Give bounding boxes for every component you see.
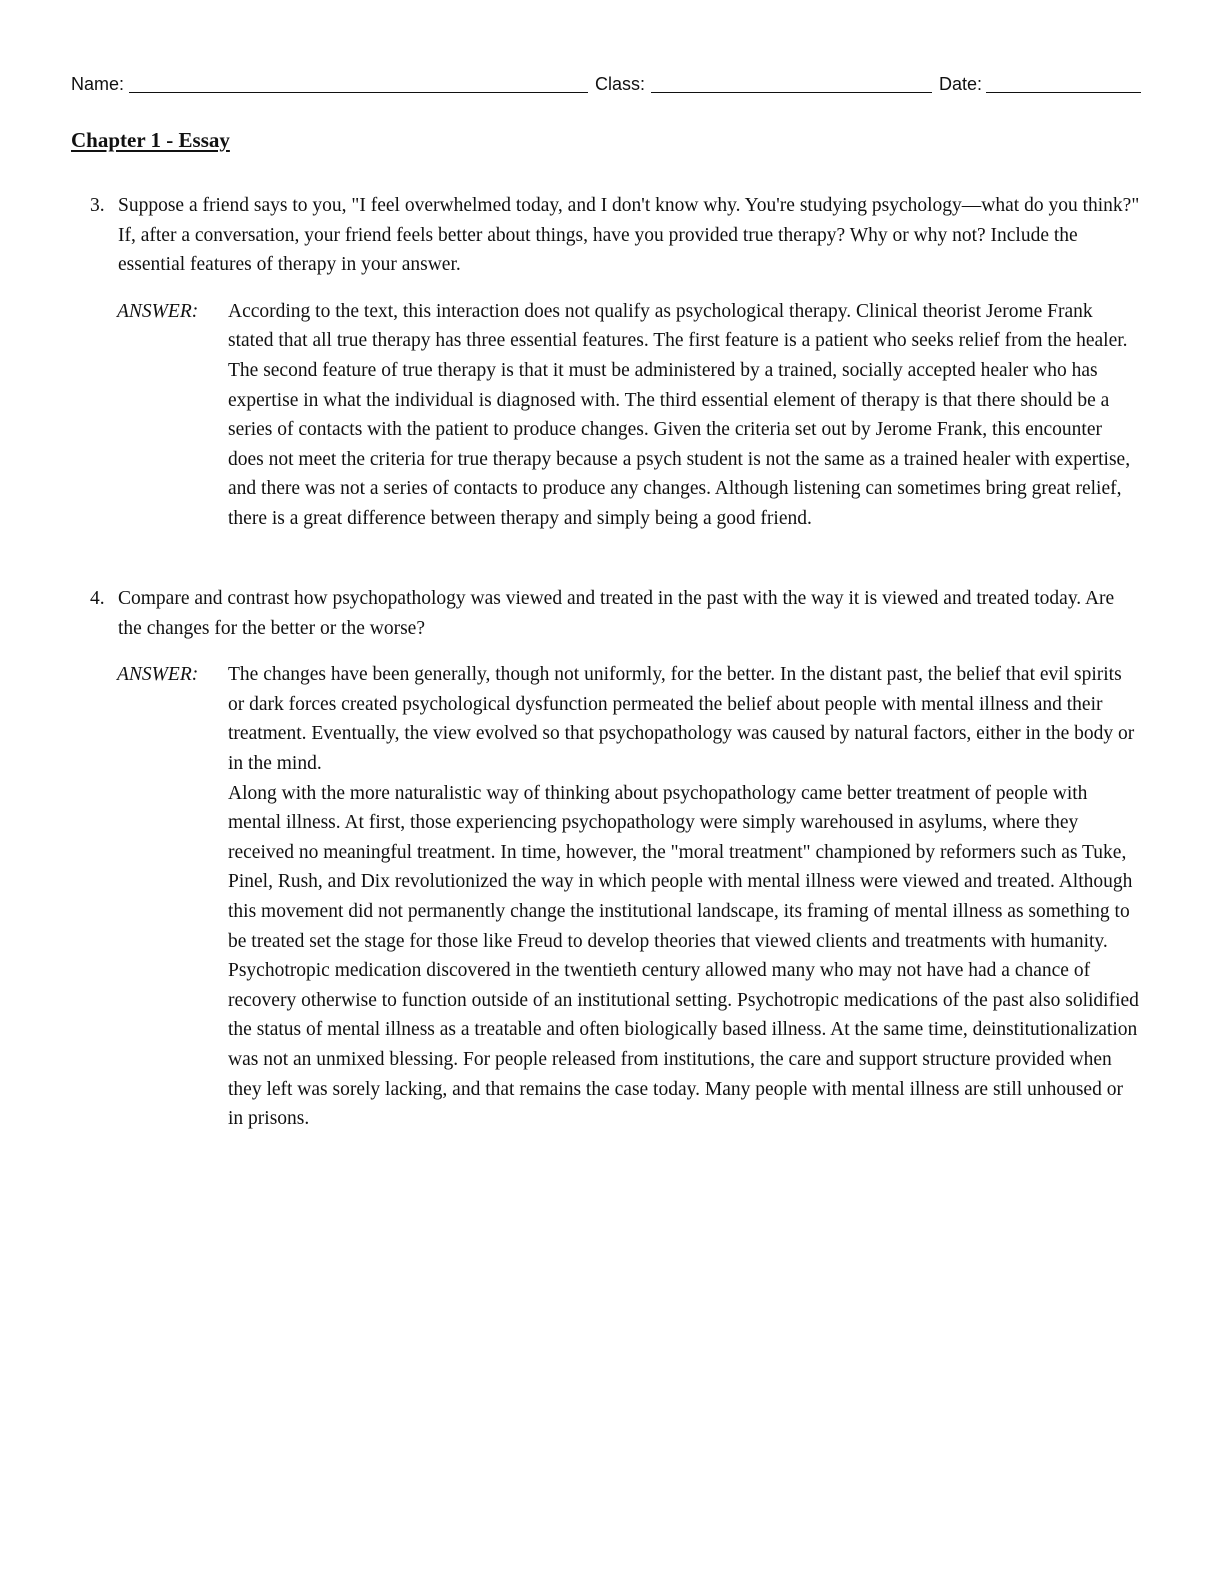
question-number: 4.	[90, 588, 105, 609]
question-number: 3.	[90, 195, 105, 216]
name-blank-line[interactable]	[129, 92, 588, 93]
answer-block	[90, 297, 1142, 534]
date-blank-line[interactable]	[986, 92, 1141, 93]
question-4	[90, 584, 1142, 1134]
answer-paragraph: According to the text, this interaction does not qualify as psychological therapy. Clinical theorist Jerome Frank stated that all true therapy has three essential features. The first feature is a patient who seeks relief from the healer. The second feature of true therapy is that it must be administered by a trained, socially accepted healer who has expertise in what the individual is diagnosed with. The third essential element of therapy is that there should be a series of contacts with the patient to produce changes. Given the criteria set out by Jerome Frank, this encounter does not meet the criteria for true therapy because a psych student is not the same as a trained healer with expertise, and there was not a series of contacts to produce any changes. Although listening can sometimes bring great relief, there is a great difference between therapy and simply being a good friend.	[228, 300, 1131, 529]
question-prompt	[90, 191, 1142, 280]
class-blank-line[interactable]	[651, 92, 932, 93]
answer-paragraph: Psychotropic medication discovered in the twentieth century allowed many who may not have had a chance of recovery otherwise to function outside of an institutional setting. Psychotropic medications of the past also solidified the status of mental illness as a treatable and often biologically based illness. At the same time, deinstitutionalization was not an unmixed blessing. For people released from institutions, the care and support structure provided when they left was sorely lacking, and that remains the case today. Many people with mental illness are still unhoused or in prisons.	[228, 960, 1139, 1130]
question-prompt	[90, 584, 1142, 643]
chapter-title: Chapter 1 - Essay	[71, 128, 230, 152]
answer-block	[90, 660, 1142, 1134]
answer-paragraph: Along with the more naturalistic way of thinking about psychopathology came better treatment of people with mental illness. At first, those experiencing psychopathology were simply warehoused in asylums, where they received no meaningful treatment. In time, however, the "moral treatment" championed by reformers such as Tuke, Pinel, Rush, and Dix revolutionized the way in which people with mental illness were viewed and treated. Although this movement did not permanently change the institutional landscape, its framing of mental illness as something to be treated set the stage for those like Freud to develop theories that viewed clients and treatments with humanity.	[228, 782, 1133, 952]
name-label: Name:	[71, 74, 125, 94]
class-label: Class:	[595, 74, 646, 94]
date-label: Date:	[939, 74, 983, 94]
header-row	[71, 72, 1141, 98]
question-text: Suppose a friend says to you, "I feel overwhelmed today, and I don't know why. You're studying psychology—what do you think?" If, after a conversation, your friend feels better about things, have you provided true therapy? Why or why not? Include the essential features of therapy in your answer.	[118, 195, 1140, 276]
answer-label: ANSWER:	[117, 300, 199, 322]
answer-paragraph: The changes have been generally, though not uniformly, for the better. In the distant past, the belief that evil spirits or dark forces created psychological dysfunction permeated the belief about people with mental illness and their treatment. Eventually, the view evolved so that psychopathology was caused by natural factors, either in the body or in the mind.	[228, 664, 1135, 774]
question-3	[90, 191, 1142, 534]
question-text: Compare and contrast how psychopathology was viewed and treated in the past with the way it is viewed and treated today. Are the changes for the better or the worse?	[118, 588, 1115, 639]
answer-label: ANSWER:	[117, 664, 199, 686]
